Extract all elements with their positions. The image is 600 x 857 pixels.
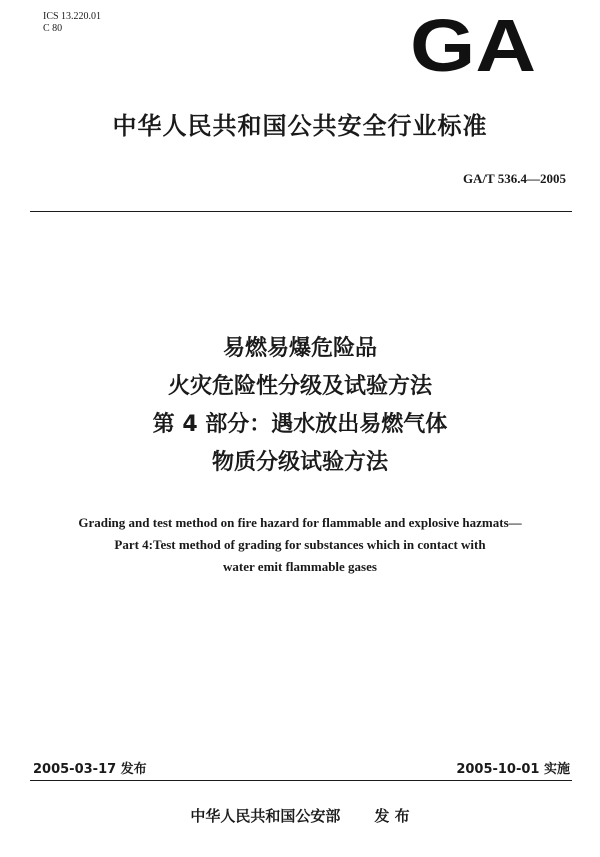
cn-title-line: 火灾危险性分级及试验方法 <box>167 374 432 399</box>
issuer-name: 中华人民共和国公安部 <box>190 807 341 825</box>
header-divider <box>30 211 572 212</box>
english-title <box>0 512 600 578</box>
issuer <box>0 805 600 826</box>
ga-logo-text: GA <box>410 14 536 76</box>
cn-title-line: 第 4 部分：遇水放出易燃气体 <box>152 412 448 437</box>
publish-date: 2005-03-17 发布 <box>33 762 147 777</box>
footer-divider <box>30 780 572 781</box>
ccs-code: C 80 <box>43 23 63 34</box>
standard-category-title: 中华人民共和国公共安全行业标准 <box>112 112 488 140</box>
implement-date: 2005-10-01 实施 <box>456 762 570 777</box>
cn-title-line: 易燃易爆危险品 <box>222 336 377 361</box>
chinese-title <box>0 330 600 482</box>
issuer-action: 发 布 <box>374 807 410 825</box>
en-title-line: Grading and test method on fire hazard for flammable and explosive hazmats— <box>78 515 522 530</box>
en-title-line: water emit flammable gases <box>223 559 377 574</box>
ga-logo <box>408 14 538 76</box>
cn-title-line: 物质分级试验方法 <box>211 450 388 475</box>
en-title-line: Part 4:Test method of grading for substances which in contact with <box>114 537 486 552</box>
ics-code: ICS 13.220.01 <box>43 11 102 22</box>
classification-codes <box>43 11 101 35</box>
standard-number: GA/T 536.4—2005 <box>462 171 566 186</box>
